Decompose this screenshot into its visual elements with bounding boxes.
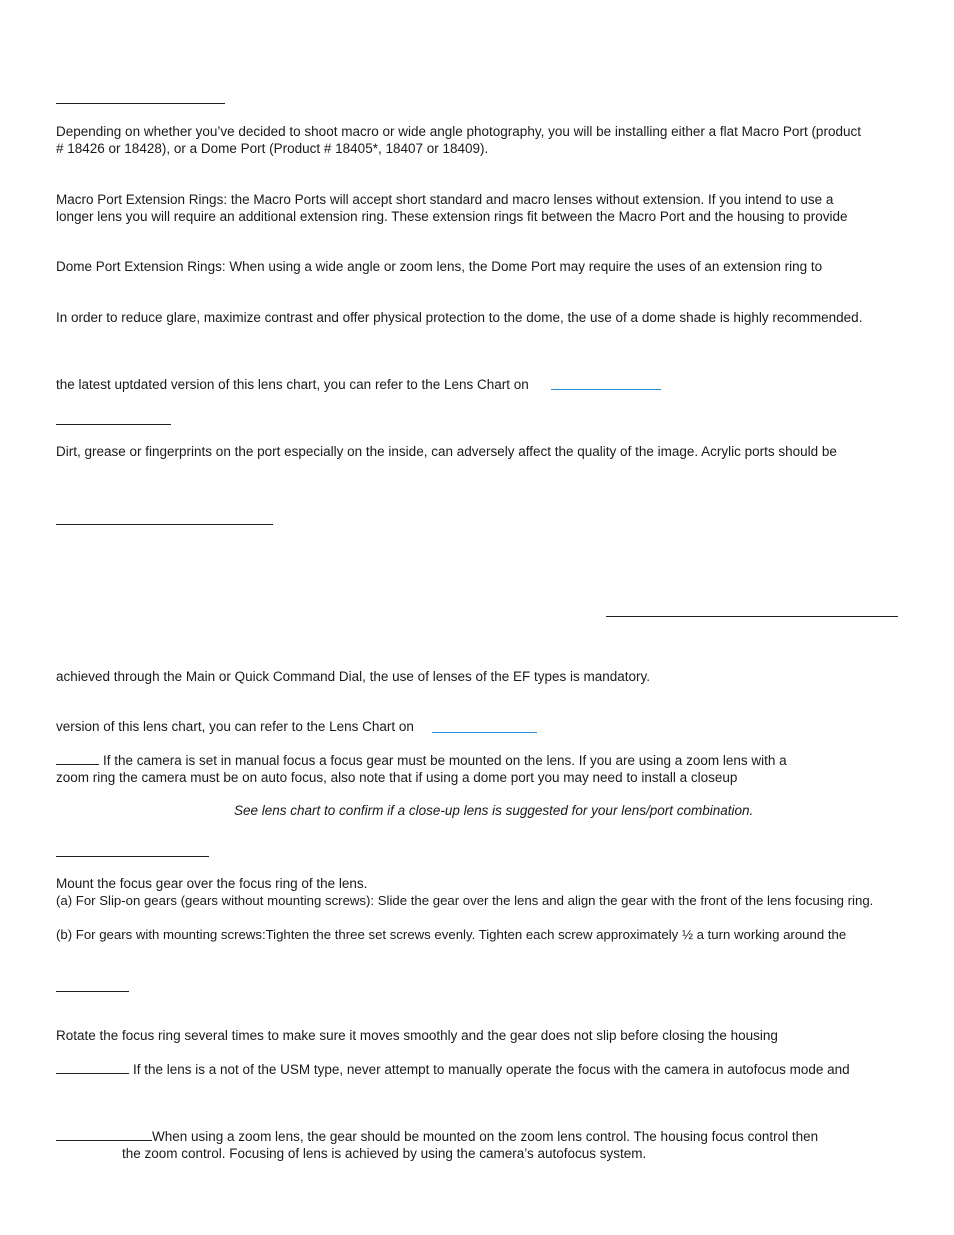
- usm-warning-line: [56, 1061, 850, 1078]
- gear-screws-line: (b) For gears with mounting screws:Tighten the three set screws evenly. Tighten each screw approximately ½ a turn working around the: [56, 927, 847, 942]
- ports-intro-line-1: Depending on whether you’ve decided to shoot macro or wide angle photography, you will be installing either a flat Macro Port (product: [56, 124, 861, 139]
- manual-focus-line-2: zoom ring the camera must be on auto focus, also note that if using a dome port you may need to install a closeup: [56, 770, 738, 785]
- zoom-label-rule: [56, 1128, 152, 1141]
- lens-section-heading-rule: [56, 524, 273, 525]
- check-heading-rule: [56, 991, 129, 992]
- note-label-rule: [56, 752, 99, 765]
- gear-mount-line: Mount the focus gear over the focus ring of the lens.: [56, 876, 368, 891]
- zoom-gear-line-1: [56, 1128, 818, 1145]
- port-care-heading-rule: [56, 424, 171, 425]
- macro-extension-line-2: longer lens you will require an additional extension ring. These extension rings fit between the Macro Port and the housing to provide: [56, 209, 848, 224]
- dome-extension-line: Dome Port Extension Rings: When using a wide angle or zoom lens, the Dome Port may require the uses of an extension ring to: [56, 259, 823, 274]
- manual-focus-line-1: [56, 752, 787, 769]
- ef-lenses-line: achieved through the Main or Quick Command Dial, the use of lenses of the EF types is mandatory.: [56, 669, 651, 684]
- zoom-gear-text-1: When using a zoom lens, the gear should be mounted on the zoom lens control. The housing focus control then: [152, 1129, 819, 1144]
- zoom-gear-line-2: the zoom control. Focusing of lens is achieved by using the camera’s autofocus system.: [122, 1146, 647, 1161]
- warning-label-rule: [56, 1061, 129, 1074]
- lens-chart-link-2[interactable]: [432, 732, 537, 733]
- focus-gear-heading-rule: [56, 856, 209, 857]
- lens-chart-line-1: the latest uptdated version of this lens chart, you can refer to the Lens Chart on: [56, 377, 529, 392]
- macro-extension-line-1: Macro Port Extension Rings: the Macro Ports will accept short standard and macro lenses without extension. If you intend to use a: [56, 192, 834, 207]
- manual-focus-text-1: If the camera is set in manual focus a focus gear must be mounted on the lens. If you are using a zoom lens with a: [103, 753, 787, 768]
- gear-slip-on-line: (a) For Slip-on gears (gears without mounting screws): Slide the gear over the lens and align the gear with the front of the lens focusing ring.: [56, 893, 874, 908]
- rotate-ring-line: Rotate the focus ring several times to make sure it moves smoothly and the gear does not slip before closing the housing: [56, 1028, 778, 1043]
- ports-intro-line-2: # 18426 or 18428), or a Dome Port (Product # 18405*, 18407 or 18409).: [56, 141, 489, 156]
- closeup-note: See lens chart to confirm if a close-up lens is suggested for your lens/port combination.: [234, 803, 754, 818]
- lens-subheading-rule: [606, 616, 898, 617]
- dome-shade-line: In order to reduce glare, maximize contrast and offer physical protection to the dome, the use of a dome shade is highly recommended.: [56, 310, 863, 325]
- ports-heading-rule: [56, 103, 225, 104]
- port-care-line: Dirt, grease or fingerprints on the port especially on the inside, can adversely affect the quality of the image. Acrylic ports should be: [56, 444, 837, 459]
- lens-chart-link-1[interactable]: [551, 389, 661, 390]
- lens-chart-line-2: version of this lens chart, you can refer to the Lens Chart on: [56, 719, 414, 734]
- usm-warning-text: If the lens is a not of the USM type, never attempt to manually operate the focus with the camera in autofocus mode and: [133, 1062, 850, 1077]
